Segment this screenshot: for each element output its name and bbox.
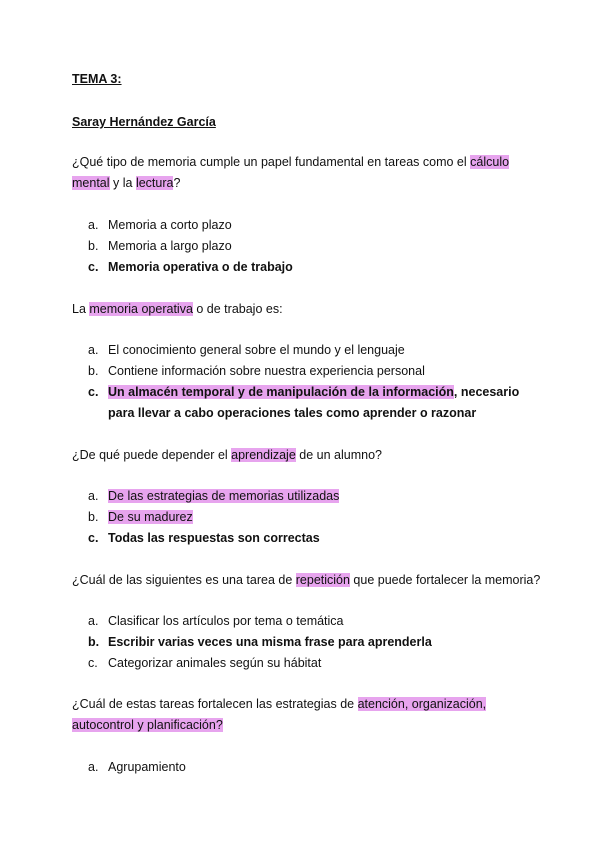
- option-c: [88, 653, 528, 674]
- highlighted-text: Un almacén temporal y de manipulación de la información: [108, 385, 454, 399]
- option-b: [88, 361, 528, 382]
- option-c-correct: [88, 382, 528, 424]
- option-text: Memoria a corto plazo: [108, 218, 232, 232]
- option-marker: a.: [88, 614, 99, 628]
- option-text: Memoria operativa o de trabajo: [108, 260, 293, 274]
- question-text: ?: [173, 176, 181, 190]
- option-text: Todas las respuestas son correctas: [108, 531, 320, 545]
- option-b-correct: [88, 632, 528, 653]
- option-marker: a.: [88, 218, 99, 232]
- highlighted-text: De su madurez: [108, 510, 193, 524]
- option-text: Clasificar los artículos por tema o temática: [108, 614, 344, 628]
- question-2: [72, 299, 542, 320]
- option-marker: a.: [88, 489, 99, 503]
- highlighted-text: cálculo mental: [72, 155, 510, 190]
- question-5-options: [88, 757, 528, 778]
- highlighted-text: memoria operativa: [89, 302, 193, 316]
- option-b: [88, 236, 528, 257]
- question-text: o de trabajo es:: [192, 302, 283, 316]
- question-1: [72, 152, 542, 194]
- highlighted-text: repetición: [295, 573, 350, 587]
- option-text: Contiene información sobre nuestra experiencia personal: [108, 364, 425, 378]
- option-marker: c.: [88, 531, 99, 545]
- document-title: TEMA 3:: [72, 72, 122, 86]
- option-marker: b.: [88, 239, 99, 253]
- question-2-options: [88, 340, 528, 424]
- question-4: [72, 570, 542, 591]
- question-text: ¿Cuál de estas tareas fortalecen las estrategias de: [72, 697, 358, 711]
- author-name: Saray Hernández García: [72, 115, 216, 129]
- option-marker: a.: [88, 343, 99, 357]
- question-3: [72, 445, 542, 466]
- highlighted-text: atención, organización, autocontrol y planificación?: [72, 697, 487, 732]
- option-c-correct: [88, 257, 528, 278]
- option-marker: b.: [88, 364, 99, 378]
- option-marker: b.: [88, 510, 99, 524]
- option-a: [88, 757, 528, 778]
- highlighted-text: De las estrategias de memorias utilizadas: [108, 489, 340, 503]
- question-text: ¿De qué puede depender el: [72, 448, 232, 462]
- question-text: y la: [109, 176, 136, 190]
- option-a: [88, 611, 528, 632]
- question-text: La: [72, 302, 90, 316]
- question-text: que puede fortalecer la memoria?: [349, 573, 541, 587]
- option-a: [88, 340, 528, 361]
- question-text: ¿Qué tipo de memoria cumple un papel fundamental en tareas como el: [72, 155, 471, 169]
- question-5: [72, 694, 542, 736]
- question-1-options: [88, 215, 528, 278]
- option-marker: b.: [88, 635, 100, 649]
- question-4-options: [88, 611, 528, 674]
- option-a: [88, 215, 528, 236]
- option-text: Memoria a largo plazo: [108, 239, 232, 253]
- option-text: El conocimiento general sobre el mundo y el lenguaje: [108, 343, 405, 357]
- question-text: de un alumno?: [295, 448, 382, 462]
- option-text: Categorizar animales según su hábitat: [108, 656, 322, 670]
- option-text: , necesario para llevar a cabo operaciones tales como aprender o razonar: [108, 385, 520, 420]
- option-text: Escribir varias veces una misma frase para aprenderla: [108, 635, 432, 649]
- option-marker: c.: [88, 260, 99, 274]
- highlighted-text: lectura: [135, 176, 174, 190]
- option-a: [88, 486, 528, 507]
- option-marker: a.: [88, 760, 99, 774]
- highlighted-text: aprendizaje: [231, 448, 296, 462]
- question-text: ¿Cuál de las siguientes es una tarea de: [72, 573, 296, 587]
- option-marker: c.: [88, 656, 98, 670]
- option-text: Agrupamiento: [108, 760, 186, 774]
- option-b: [88, 507, 528, 528]
- question-3-options: [88, 486, 528, 549]
- option-marker: c.: [88, 385, 99, 399]
- option-c-correct: [88, 528, 528, 549]
